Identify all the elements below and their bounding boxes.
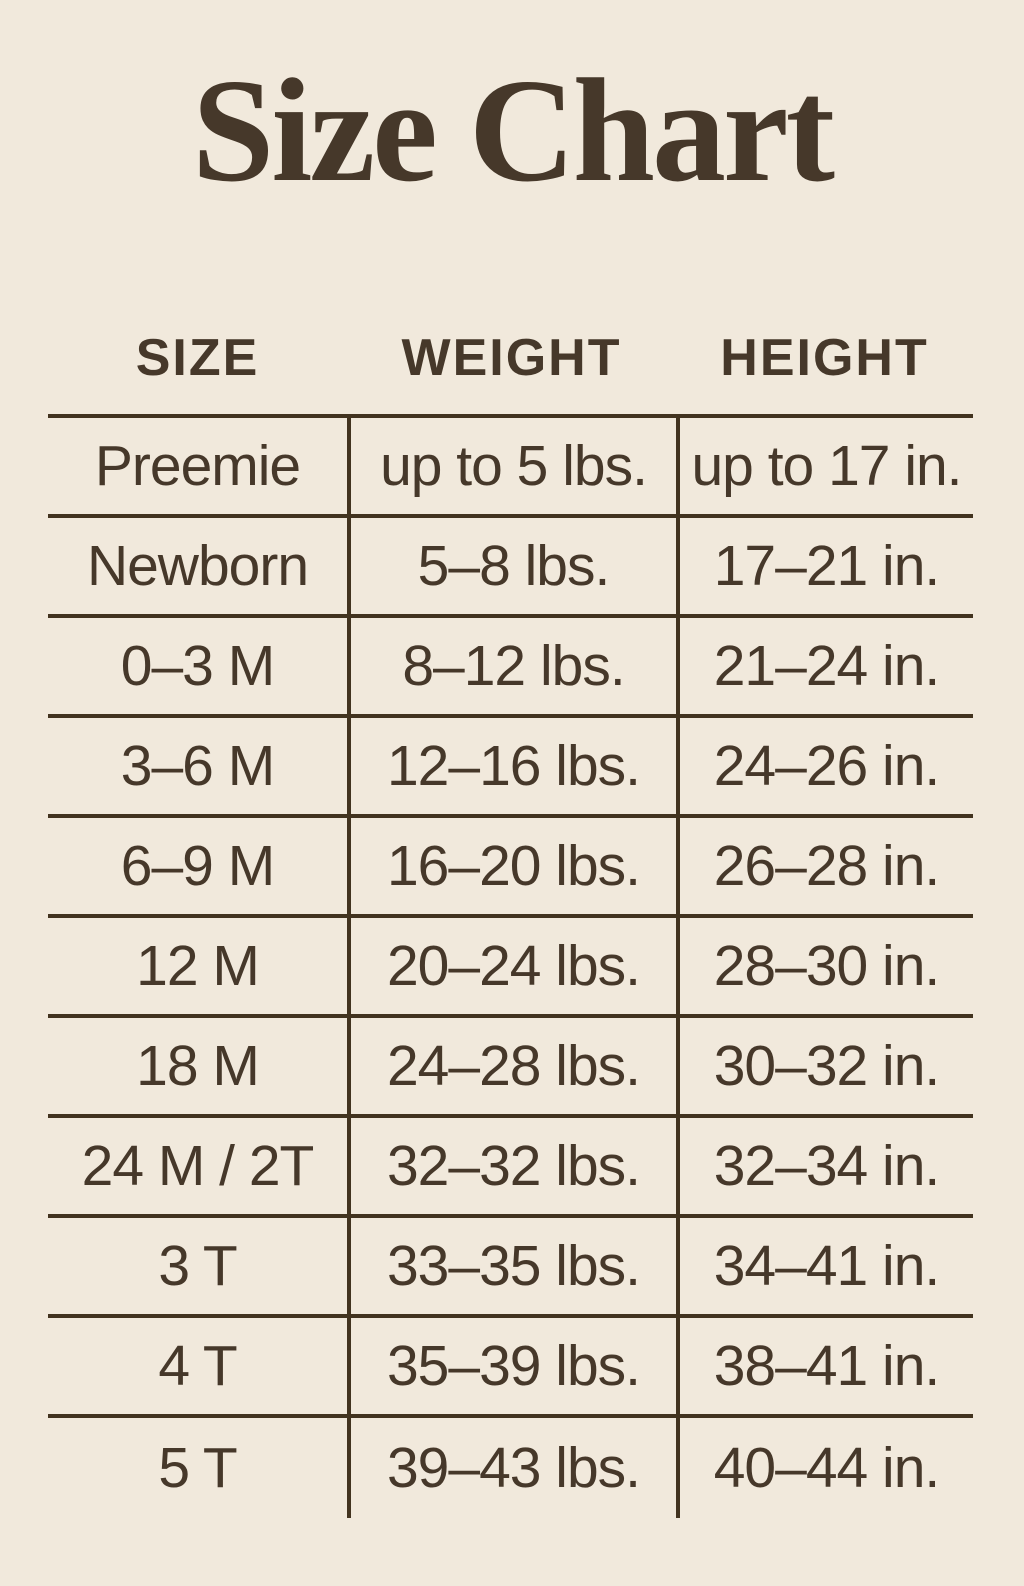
size-cell: 18 M [48,1018,347,1118]
size-cell: 0–3 M [48,618,347,718]
weight-cell: 20–24 lbs. [347,918,676,1018]
table-row [48,818,973,918]
height-cell: 24–26 in. [676,718,973,818]
height-cell: 34–41 in. [676,1218,973,1318]
size-cell: Preemie [48,418,347,518]
size-cell: 4 T [48,1318,347,1418]
column-header-size: SIZE [48,302,347,418]
table-header-row [48,302,973,418]
size-cell: Newborn [48,518,347,618]
height-cell: 26–28 in. [676,818,973,918]
page-title: Size Chart [192,49,832,213]
table-row [48,1318,973,1418]
weight-cell: 39–43 lbs. [347,1418,676,1518]
size-cell: 24 M / 2T [48,1118,347,1218]
height-cell: 32–34 in. [676,1118,973,1218]
weight-cell: 16–20 lbs. [347,818,676,918]
weight-cell: up to 5 lbs. [347,418,676,518]
table-row [48,518,973,618]
table-row [48,1118,973,1218]
height-cell: 21–24 in. [676,618,973,718]
weight-cell: 35–39 lbs. [347,1318,676,1418]
column-header-height: HEIGHT [676,302,973,418]
table-row [48,718,973,818]
weight-cell: 33–35 lbs. [347,1218,676,1318]
size-cell: 5 T [158,1436,237,1500]
height-cell: 38–41 in. [676,1318,973,1418]
size-cell: 12 M [48,918,347,1018]
table-row [48,418,973,518]
weight-cell: 12–16 lbs. [347,718,676,818]
height-cell: 17–21 in. [676,518,973,618]
height-cell: up to 17 in. [676,418,973,518]
size-chart-page [0,50,1024,1586]
size-cell: 6–9 M [48,818,347,918]
column-header-weight: WEIGHT [347,302,676,418]
size-cell: 3–6 M [48,718,347,818]
table-body [48,418,973,1518]
table-row [48,1418,973,1518]
size-chart-table [48,302,973,1518]
size-cell: 3 T [48,1218,347,1318]
weight-cell: 5–8 lbs. [347,518,676,618]
height-cell: 28–30 in. [676,918,973,1018]
weight-cell: 24–28 lbs. [347,1018,676,1118]
table-row [48,618,973,718]
table-row [48,1018,973,1118]
height-cell: 30–32 in. [676,1018,973,1118]
weight-cell: 32–32 lbs. [347,1118,676,1218]
table-row [48,1218,973,1318]
height-cell: 40–44 in. [676,1418,973,1518]
table-row [48,918,973,1018]
weight-cell: 8–12 lbs. [347,618,676,718]
